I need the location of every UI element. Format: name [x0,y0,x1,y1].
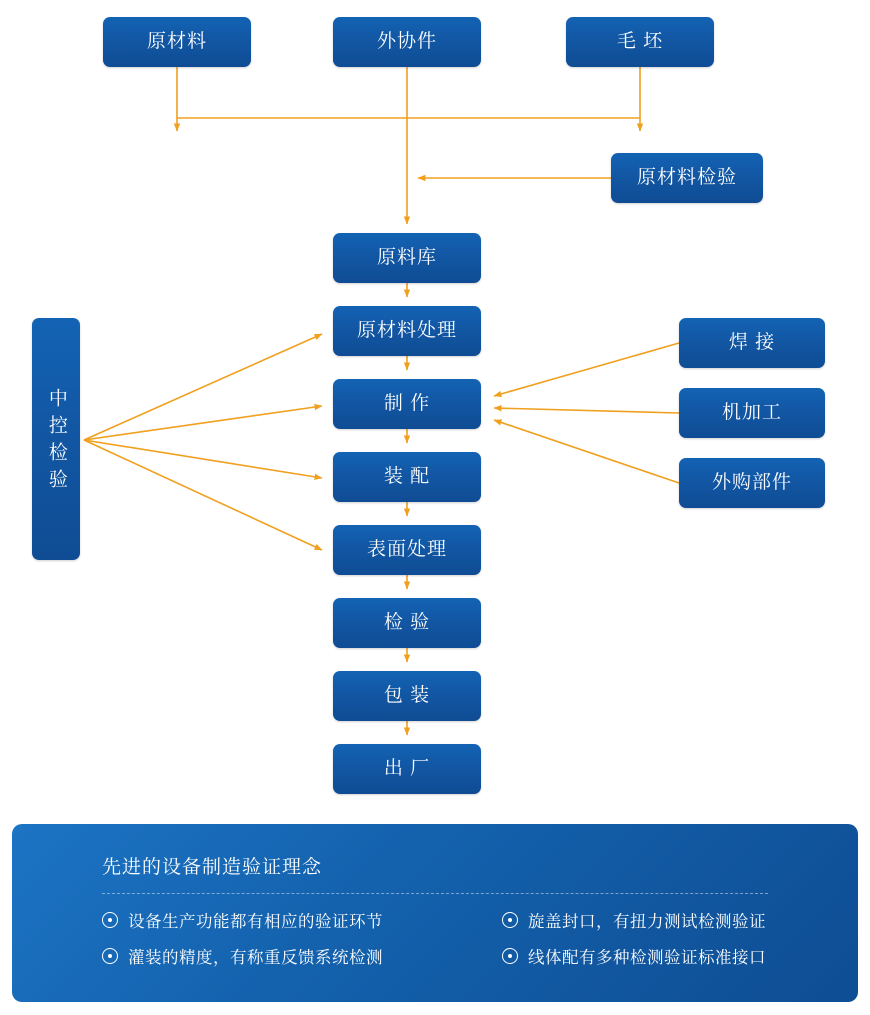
node-label: 外协件 [376,31,437,53]
node-label: 外购部件 [711,472,792,494]
node-raw-material[interactable] [103,17,251,67]
node-manufacture[interactable] [333,379,481,429]
node-purchased-parts[interactable] [679,458,825,508]
node-surface-treatment[interactable] [333,525,481,575]
node-blank[interactable] [566,17,714,67]
node-raw-material-inspection[interactable] [611,153,763,203]
node-label: 表面处理 [366,539,447,561]
bullet-circle-icon [502,912,518,928]
list-item-label: 线体配有多种检测验证标准接口 [528,949,766,967]
list-item-label: 设备生产功能都有相应的验证环节 [128,913,383,931]
highlight-panel [12,824,858,1002]
node-label: 毛 坯 [616,31,664,53]
node-label: 原材料处理 [356,320,457,342]
node-label: 包 装 [383,685,431,707]
node-label: 中控检验 [45,388,67,496]
panel-divider [102,893,768,894]
node-raw-warehouse[interactable] [333,233,481,283]
list-item [502,908,830,932]
node-packaging[interactable] [333,671,481,721]
node-machining[interactable] [679,388,825,438]
node-inspection[interactable] [333,598,481,648]
node-central-control-inspection[interactable] [32,318,80,560]
node-label: 制 作 [383,393,431,415]
node-label: 装 配 [383,466,431,488]
node-label: 焊 接 [728,332,776,354]
node-label: 原材料检验 [636,167,737,189]
list-item [102,908,502,932]
panel-title: 先进的设备制造验证理念 [102,857,323,878]
node-welding[interactable] [679,318,825,368]
list-item-label: 灌装的精度，有称重反馈系统检测 [128,949,383,967]
list-item-label: 旋盖封口，有扭力测试检测验证 [528,913,766,931]
bullet-circle-icon [502,948,518,964]
bullet-circle-icon [102,912,118,928]
panel-item-list [102,908,830,968]
list-item [502,944,830,968]
node-label: 机加工 [721,402,782,424]
bullet-circle-icon [102,948,118,964]
node-assembly[interactable] [333,452,481,502]
list-item [102,944,502,968]
node-outsourced-parts[interactable] [333,17,481,67]
node-shipment[interactable] [333,744,481,794]
node-label: 出 厂 [383,758,431,780]
node-label: 原材料 [146,31,207,53]
node-label: 原料库 [376,247,437,269]
node-label: 检 验 [383,612,431,634]
node-raw-material-processing[interactable] [333,306,481,356]
